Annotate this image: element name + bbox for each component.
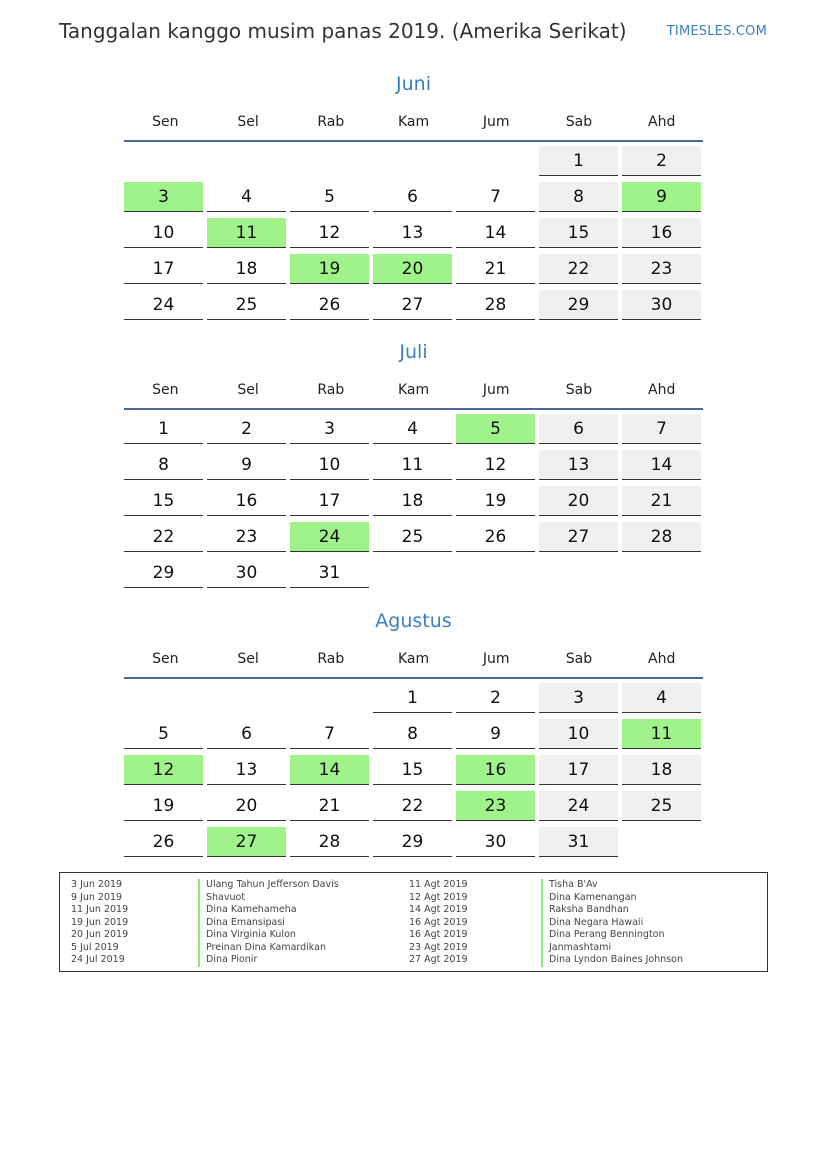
month-agustus xyxy=(124,607,703,857)
weekday-label: Sen xyxy=(152,114,179,130)
day-cell[interactable]: 2 xyxy=(207,414,286,444)
day-cell[interactable]: 29 xyxy=(124,558,203,588)
day-cell[interactable]: 21 xyxy=(290,791,369,821)
month-title: Juli xyxy=(399,341,428,363)
legend-holiday-name: Dina Kamenangan xyxy=(541,892,683,905)
day-cell[interactable]: 13 xyxy=(207,755,286,785)
holiday-day-cell[interactable]: 11 xyxy=(207,218,286,248)
day-cell[interactable]: 26 xyxy=(290,290,369,320)
day-cell[interactable]: 16 xyxy=(622,218,701,248)
holiday-day-cell[interactable]: 11 xyxy=(622,719,701,749)
legend-holiday-name: Ulang Tahun Jefferson Davis xyxy=(198,879,339,892)
day-cell[interactable]: 8 xyxy=(124,450,203,480)
legend-holiday-name: Dina Kamehameha xyxy=(198,904,339,917)
day-cell[interactable]: 8 xyxy=(373,719,452,749)
weekday-label: Ahd xyxy=(648,651,676,667)
weekday-label: Jum xyxy=(482,651,510,667)
weekday-label: Jum xyxy=(482,382,510,398)
holiday-day-cell[interactable]: 20 xyxy=(373,254,452,284)
day-cell[interactable]: 1 xyxy=(539,146,618,176)
day-cell[interactable]: 5 xyxy=(124,719,203,749)
day-cell[interactable]: 25 xyxy=(622,791,701,821)
legend-holiday-name: Dina Emansipasi xyxy=(198,917,339,930)
holiday-day-cell[interactable]: 3 xyxy=(124,182,203,212)
empty-cell xyxy=(124,146,203,175)
holiday-day-cell[interactable]: 9 xyxy=(622,182,701,212)
weekday-label: Sab xyxy=(565,114,593,130)
day-cell[interactable]: 20 xyxy=(207,791,286,821)
holiday-day-cell[interactable]: 12 xyxy=(124,755,203,785)
day-cell[interactable]: 4 xyxy=(622,683,701,713)
weekday-label: Ahd xyxy=(648,382,676,398)
legend-holiday-name: Tisha B'Av xyxy=(541,879,683,892)
weekday-label: Kam xyxy=(397,382,430,398)
site-link[interactable]: TIMESLES.COM xyxy=(666,24,767,39)
page-title: Tanggalan kanggo musim panas 2019. (Amerika Serikat) xyxy=(59,19,627,43)
weekday-label: Rab xyxy=(317,114,345,130)
holiday-day-cell[interactable]: 23 xyxy=(456,791,535,821)
empty-cell xyxy=(207,146,286,175)
month-juli xyxy=(124,338,703,588)
legend-date: 9 Jun 2019 xyxy=(71,891,123,903)
weekday-label: Sen xyxy=(152,382,179,398)
day-cell[interactable]: 10 xyxy=(124,218,203,248)
legend-date: 11 Jun 2019 xyxy=(71,904,129,915)
legend-date: 19 Jun 2019 xyxy=(71,916,129,928)
day-cell[interactable]: 1 xyxy=(124,414,203,444)
day-cell[interactable]: 12 xyxy=(456,450,535,480)
legend-holiday-name: Raksha Bandhan xyxy=(541,904,683,917)
weekday-label: Sel xyxy=(237,114,259,130)
day-cell[interactable]: 21 xyxy=(456,254,535,284)
legend-date: 3 Jun 2019 xyxy=(71,879,123,890)
weekday-label: Ahd xyxy=(648,114,676,130)
weekday-label: Rab xyxy=(317,382,345,398)
legend-holiday-name: Janmashtami xyxy=(541,942,683,955)
holiday-day-cell[interactable]: 19 xyxy=(290,254,369,284)
day-cell[interactable]: 14 xyxy=(456,218,535,248)
day-cell[interactable]: 10 xyxy=(539,719,618,749)
day-cell[interactable]: 25 xyxy=(207,290,286,320)
month-juni xyxy=(124,70,703,320)
day-cell[interactable]: 31 xyxy=(539,827,618,857)
legend-dates-left xyxy=(71,879,128,967)
header-rule xyxy=(124,408,703,410)
day-cell[interactable]: 24 xyxy=(539,791,618,821)
day-cell[interactable]: 15 xyxy=(124,486,203,516)
day-cell[interactable]: 27 xyxy=(373,290,452,320)
header-rule xyxy=(124,140,703,142)
day-cell[interactable]: 13 xyxy=(539,450,618,480)
day-cell[interactable]: 7 xyxy=(456,182,535,212)
day-cell[interactable]: 23 xyxy=(207,522,286,552)
legend-date: 23 Agt 2019 xyxy=(409,941,468,953)
day-cell[interactable]: 6 xyxy=(207,719,286,749)
day-cell[interactable]: 4 xyxy=(207,182,286,212)
legend-date: 14 Agt 2019 xyxy=(409,904,468,915)
weekday-label: Sen xyxy=(152,651,179,667)
day-cell[interactable]: 26 xyxy=(456,522,535,552)
day-cell[interactable]: 27 xyxy=(539,522,618,552)
month-title: Juni xyxy=(396,73,431,95)
day-cell[interactable]: 28 xyxy=(290,827,369,857)
day-cell[interactable]: 21 xyxy=(622,486,701,516)
day-cell[interactable]: 24 xyxy=(124,290,203,320)
day-cell[interactable]: 30 xyxy=(207,558,286,588)
weekday-label: Kam xyxy=(397,114,430,130)
empty-cell xyxy=(373,146,452,175)
day-cell[interactable]: 25 xyxy=(373,522,452,552)
legend-holiday-name: Dina Virginia Kulon xyxy=(198,929,339,942)
holiday-day-cell[interactable]: 16 xyxy=(456,755,535,785)
legend-holiday-name: Preinan Dina Kamardikan xyxy=(198,942,339,955)
day-cell[interactable]: 28 xyxy=(456,290,535,320)
legend-holiday-name: Dina Pionir xyxy=(198,954,339,967)
day-cell[interactable]: 17 xyxy=(290,486,369,516)
legend-names-left xyxy=(198,879,339,967)
legend-date: 11 Agt 2019 xyxy=(409,879,468,890)
day-cell[interactable]: 30 xyxy=(622,290,701,320)
month-title: Agustus xyxy=(375,610,452,632)
legend-date: 20 Jun 2019 xyxy=(71,929,129,940)
day-cell[interactable]: 15 xyxy=(539,218,618,248)
day-cell[interactable]: 6 xyxy=(539,414,618,444)
day-cell[interactable]: 7 xyxy=(290,719,369,749)
day-cell[interactable]: 20 xyxy=(539,486,618,516)
legend-holiday-name: Dina Lyndon Baines Johnson xyxy=(541,954,683,967)
empty-cell xyxy=(290,683,369,712)
holiday-day-cell[interactable]: 5 xyxy=(456,414,535,444)
day-cell[interactable]: 29 xyxy=(539,290,618,320)
legend-date: 27 Agt 2019 xyxy=(409,954,468,965)
day-cell[interactable]: 22 xyxy=(124,522,203,552)
day-cell[interactable]: 17 xyxy=(124,254,203,284)
empty-cell xyxy=(124,683,203,712)
header-rule xyxy=(124,677,703,679)
day-grid xyxy=(124,146,703,320)
holiday-day-cell[interactable]: 27 xyxy=(207,827,286,857)
weekday-header xyxy=(124,643,703,675)
day-cell[interactable]: 15 xyxy=(373,755,452,785)
day-cell[interactable]: 10 xyxy=(290,450,369,480)
day-grid xyxy=(124,683,703,857)
day-cell[interactable]: 13 xyxy=(373,218,452,248)
empty-cell xyxy=(207,683,286,712)
day-cell[interactable]: 26 xyxy=(124,827,203,857)
legend-date: 12 Agt 2019 xyxy=(409,891,468,903)
day-cell[interactable]: 2 xyxy=(622,146,701,176)
day-cell[interactable]: 9 xyxy=(207,450,286,480)
legend-holiday-name: Shavuot xyxy=(198,892,339,905)
day-cell[interactable]: 19 xyxy=(124,791,203,821)
day-cell[interactable]: 8 xyxy=(539,182,618,212)
weekday-label: Sel xyxy=(237,651,259,667)
day-cell[interactable]: 17 xyxy=(539,755,618,785)
day-cell[interactable]: 6 xyxy=(373,182,452,212)
weekday-label: Sab xyxy=(565,651,593,667)
legend-dates-right xyxy=(409,879,468,967)
day-cell[interactable]: 31 xyxy=(290,558,369,588)
day-cell[interactable]: 11 xyxy=(373,450,452,480)
day-grid xyxy=(124,414,703,588)
legend-date: 16 Agt 2019 xyxy=(409,929,468,940)
weekday-label: Sab xyxy=(565,382,593,398)
day-cell[interactable]: 14 xyxy=(622,450,701,480)
day-cell[interactable]: 18 xyxy=(373,486,452,516)
day-cell[interactable]: 23 xyxy=(622,254,701,284)
legend-date: 5 Jul 2019 xyxy=(71,941,119,953)
day-cell[interactable]: 9 xyxy=(456,719,535,749)
weekday-label: Kam xyxy=(397,651,430,667)
day-cell[interactable]: 7 xyxy=(622,414,701,444)
holiday-day-cell[interactable]: 24 xyxy=(290,522,369,552)
day-cell[interactable]: 22 xyxy=(539,254,618,284)
legend-date: 16 Agt 2019 xyxy=(409,916,468,928)
day-cell[interactable]: 18 xyxy=(622,755,701,785)
day-cell[interactable]: 5 xyxy=(290,182,369,212)
day-cell[interactable]: 3 xyxy=(290,414,369,444)
day-cell[interactable]: 4 xyxy=(373,414,452,444)
day-cell[interactable]: 3 xyxy=(539,683,618,713)
day-cell[interactable]: 2 xyxy=(456,683,535,713)
day-cell[interactable]: 19 xyxy=(456,486,535,516)
weekday-label: Rab xyxy=(317,651,345,667)
day-cell[interactable]: 29 xyxy=(373,827,452,857)
weekday-label: Sel xyxy=(237,382,259,398)
day-cell[interactable]: 30 xyxy=(456,827,535,857)
empty-cell xyxy=(456,146,535,175)
legend-holiday-name: Dina Perang Bennington xyxy=(541,929,683,942)
day-cell[interactable]: 28 xyxy=(622,522,701,552)
weekday-header xyxy=(124,106,703,138)
legend-holiday-name: Dina Negara Hawaii xyxy=(541,917,683,930)
holiday-legend xyxy=(59,872,768,972)
holiday-day-cell[interactable]: 14 xyxy=(290,755,369,785)
day-cell[interactable]: 16 xyxy=(207,486,286,516)
day-cell[interactable]: 1 xyxy=(373,683,452,713)
empty-cell xyxy=(290,146,369,175)
legend-names-right xyxy=(541,879,683,967)
day-cell[interactable]: 22 xyxy=(373,791,452,821)
weekday-label: Jum xyxy=(482,114,510,130)
day-cell[interactable]: 12 xyxy=(290,218,369,248)
weekday-header xyxy=(124,374,703,406)
legend-date: 24 Jul 2019 xyxy=(71,954,125,965)
day-cell[interactable]: 18 xyxy=(207,254,286,284)
